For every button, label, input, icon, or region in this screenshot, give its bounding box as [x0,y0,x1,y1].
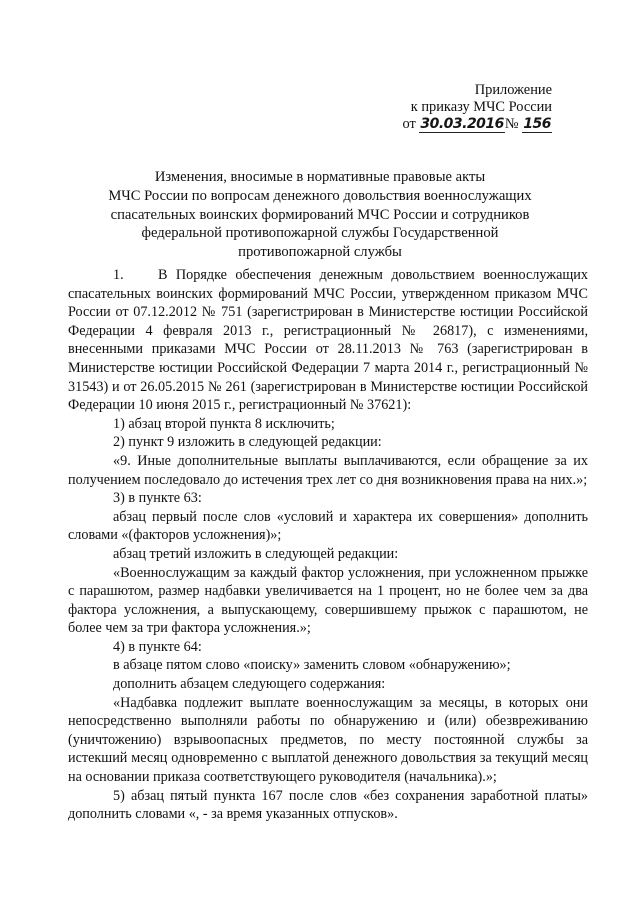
title-line: спасательных воинских формирований МЧС России и сотрудников [110,206,530,223]
paragraph: «Надбавка подлежит выплате военнослужащим за месяцы, в которых они непосредственно выполняли работы по обнаружению и (или) обезвреживанию (уничтожению) взрывоопасных предметов, по месту постоянной службы за истекший месяц одновременно с выплатой денежного довольствия за текущий месяц на основании приказа соответствующего руководителя (начальника).»; [68,694,588,786]
document-body [68,266,588,824]
paragraph: дополнить абзацем следующего содержания: [113,676,386,693]
order-date-number [372,116,552,133]
title-line: Изменения, вносимые в нормативные правовые акты [154,169,486,185]
handwritten-order-number: 156 [523,116,551,132]
paragraph: 4) в пункте 64: [113,638,202,655]
paragraph: в абзаце пятом слово «поиску» заменить словом «обнаружению»; [113,657,511,674]
paragraph: абзац третий изложить в следующей редакции: [113,545,399,562]
date-prefix: от [402,116,416,132]
paragraph: абзац первый после слов «условий и характера их совершения» дополнить словами «(факторов усложнения)»; [68,508,588,544]
appendix-label: Приложение [474,82,552,98]
handwritten-date: 30.03.2016 [420,116,504,132]
item-number: 1. [113,267,124,283]
number-sign: № [504,116,519,132]
paragraph: «Военнослужащим за каждый фактор усложнения, при усложненном прыжке с парашютом, размер надбавки увеличивается на 1 процент, но не более чем за два фактора усложнения, а выпускающему, совершившему прыжок с парашютом, не более чем за три фактора усложнения.»; [68,564,588,637]
paragraph: 3) в пункте 63: [113,490,202,507]
appendix-header [372,82,552,133]
paragraph-text: В Порядке обеспечения денежным довольствием военнослужащих спасательных воинских формирований МЧС России, утвержденном приказом МЧС России от 07.12.2012 № 751 (зарегистрирован в Министерстве юстиции Российской Федерации 4 февраля 2013 г., регистрационный № 26817), с изменениями, внесенными приказами МЧС России от 28.11.2013 № 763 (зарегистрирован в Министерстве юстиции Российской Федерации 7 марта 2014 г., регистрационный № 31543) и от 26.05.2015 № 261 (зарегистрирован в Министерстве юстиции Российской Федерации 10 июня 2015 г., регистрационный № 37621): [68,267,588,414]
title-line: федеральной противопожарной службы Государственной [141,225,499,242]
paragraph: 5) абзац пятый пункта 167 после слов «без сохранения заработной платы» дополнить словами «, - за время указанных отпусков». [68,787,588,823]
order-reference: к приказу МЧС России [410,99,552,115]
title-line: МЧС России по вопросам денежного довольствия военнослужащих [108,187,532,204]
paragraph-item-1 [68,266,588,415]
paragraph: «9. Иные дополнительные выплаты выплачиваются, если обращение за их получением последовало до истечения трех лет со дня возникновения права на них.»; [68,452,588,488]
title-line: противопожарной службы [238,244,402,261]
paragraph: 2) пункт 9 изложить в следующей редакции: [113,434,382,451]
paragraph: 1) абзац второй пункта 8 исключить; [113,415,335,432]
document-title [95,168,545,262]
